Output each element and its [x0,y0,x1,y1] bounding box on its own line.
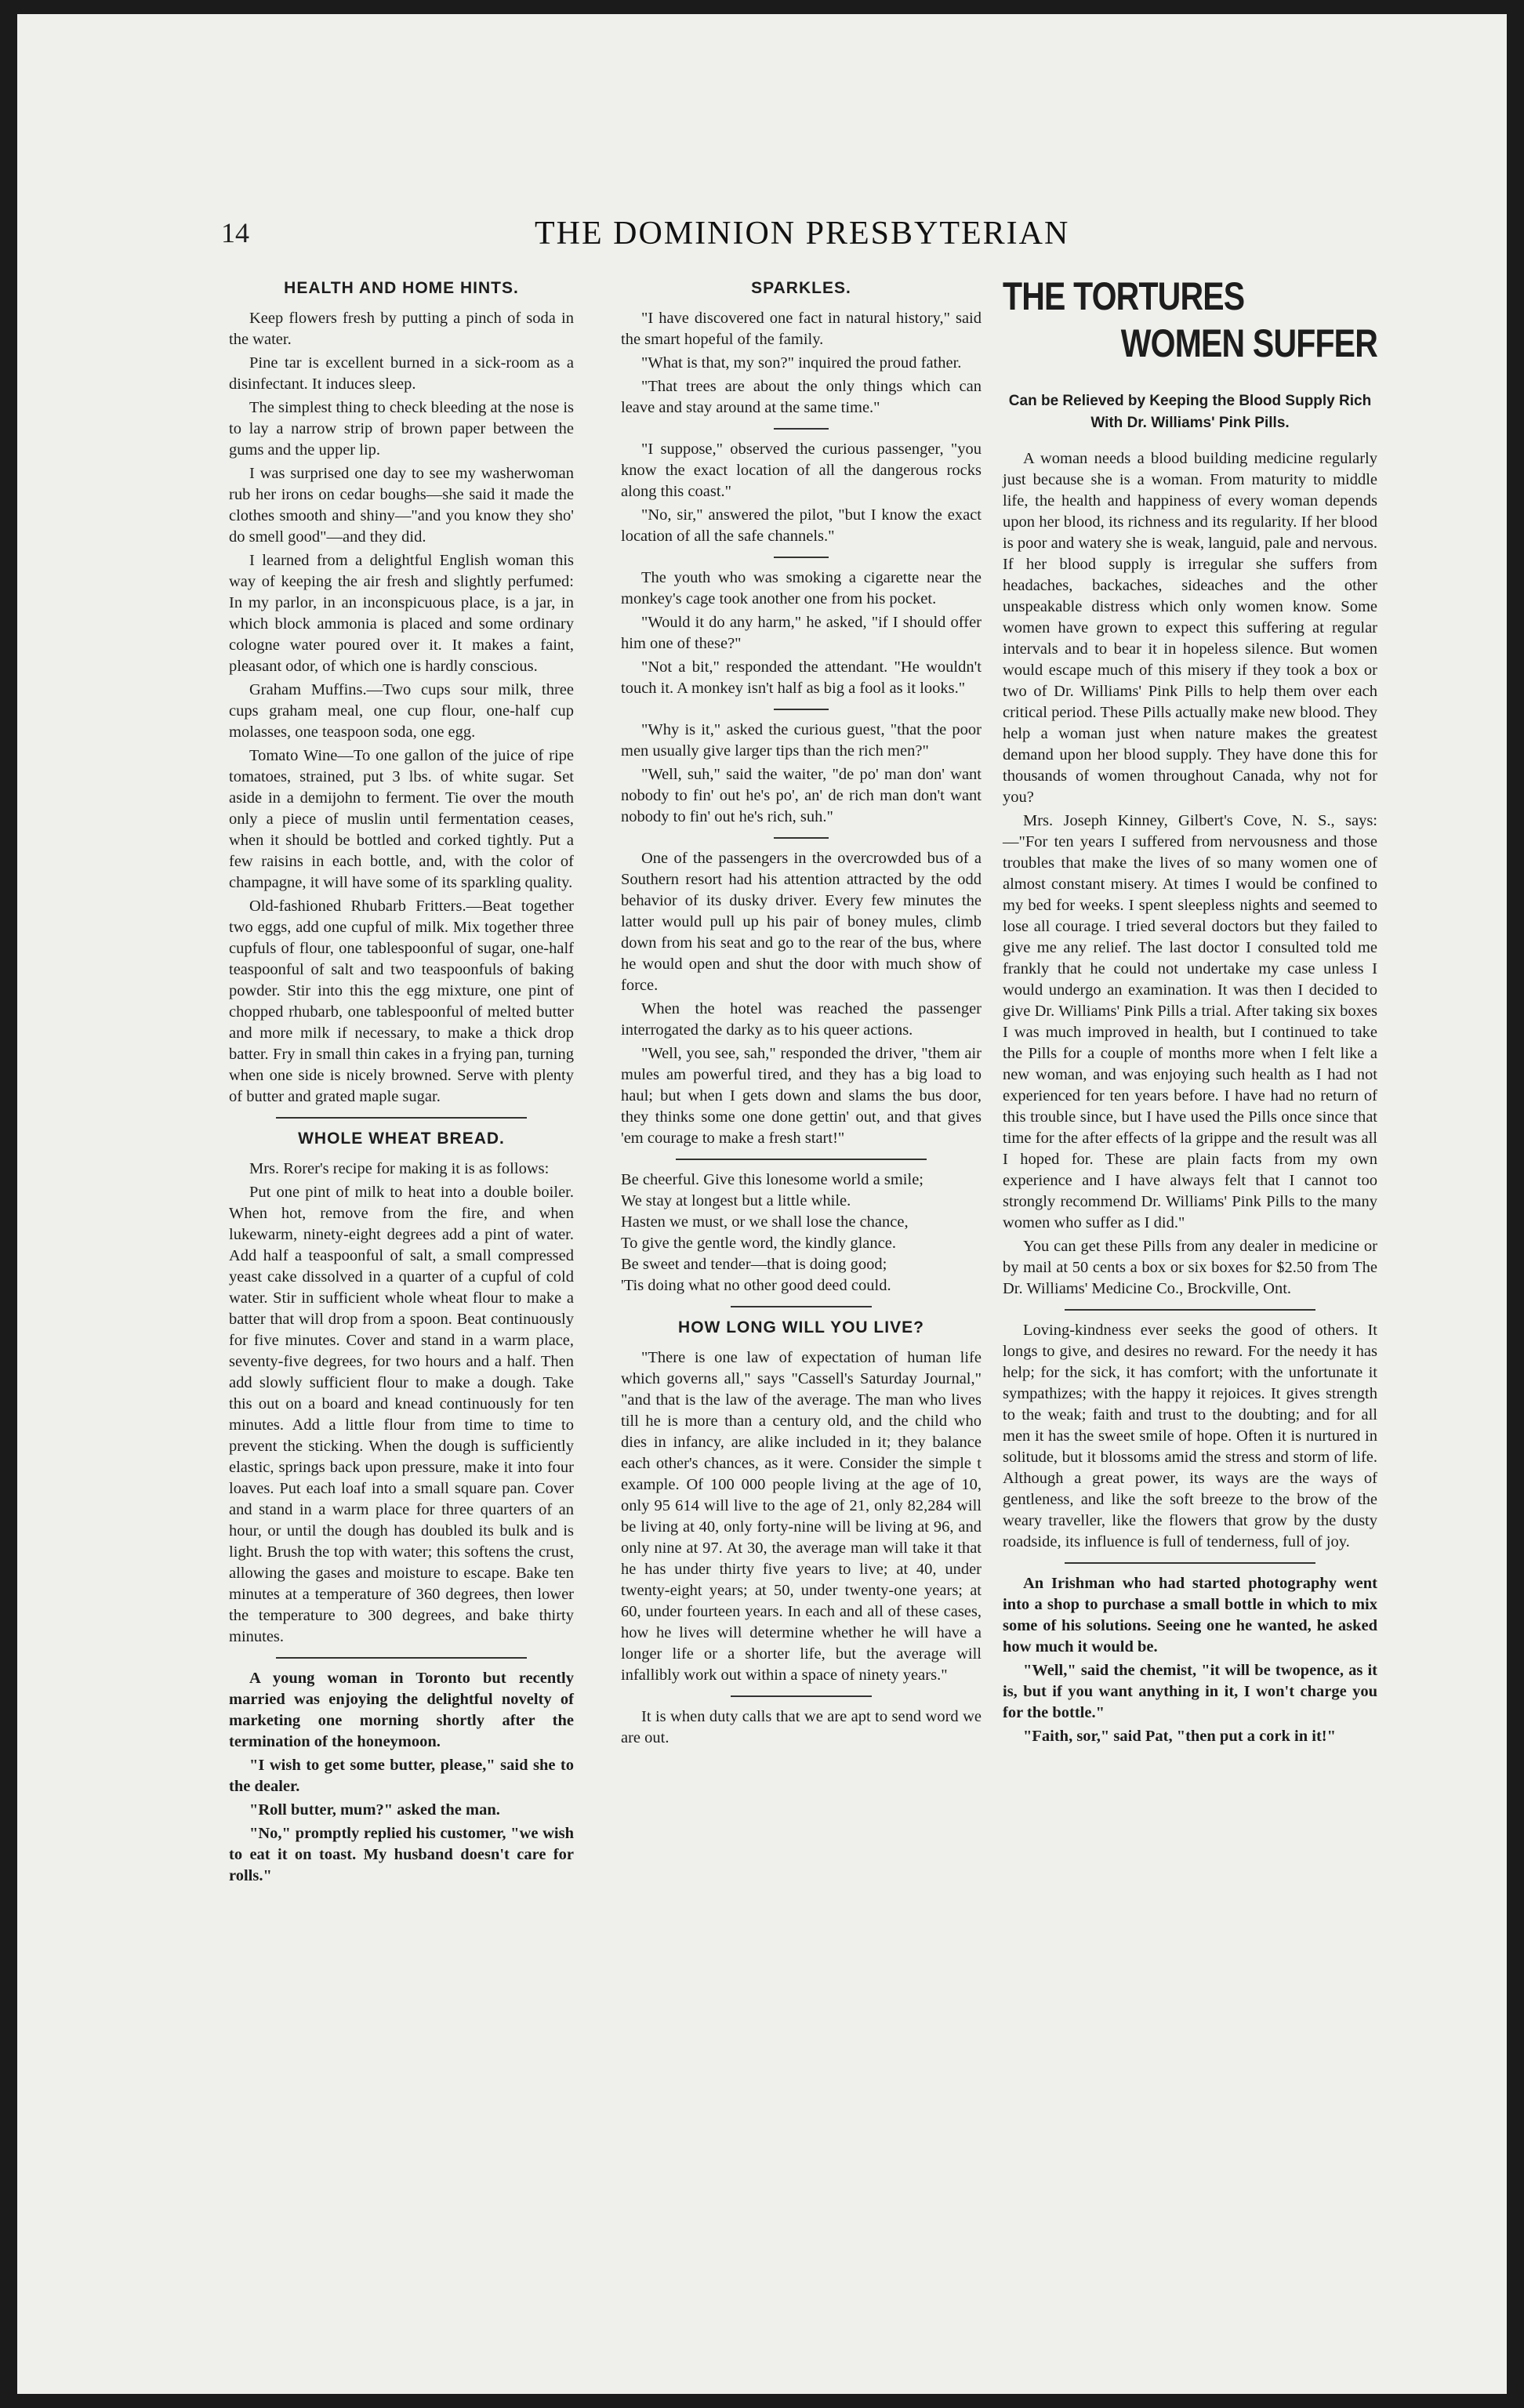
heading-how-long-will-you-live: HOW LONG WILL YOU LIVE? [678,1318,924,1336]
paragraph: "There is one law of expectation of human life which governs all," says "Cassell's Saturday Journal," "and that is the law of the average. The man who lives till he is more than a century old, and the child who dies in infancy, are alike included in it; they balance each other's chances, as it were. Consider the simple t example. Of 100 000 people living at the age of 10, only 95 614 will live to the age of 21, only 82,284 will be living at 40, only forty-nine will be living at 96, and only nine at 97. At 30, the average man will take it that he has under thirty five years to live; at 40, under twenty-eight years; at 50, under twenty-one years; at 60, under fourteen years. In each and all of these cases, how he lives will determine whether he will have a longer life or a shorter life, but the average will infallibly work out within a space of ninety years." [621,1349,982,1684]
divider [676,1159,927,1160]
paragraph: "What is that, my son?" inquired the proud father. [641,354,962,372]
paragraph: You can get these Pills from any dealer in medicine or by mail at 50 cents a box or six boxes for $2.50 from The Dr. Williams' Medicine Co., Brockville, Ont. [1003,1238,1377,1297]
paragraph: An Irishman who had started photography went into a shop to purchase a small bottle in which to mix some of his solutions. Seeing one he wanted, he asked how much it would be. [1003,1575,1377,1656]
masthead-title: THE DOMINION PRESBYTERIAN [535,216,1070,252]
paragraph: "I have discovered one fact in natural history," said the smart hopeful of the family. [621,310,982,348]
paragraph: "Roll butter, mum?" asked the man. [249,1801,500,1819]
column-left [229,273,574,1889]
newspaper-page [17,14,1507,2394]
paragraph: Tomato Wine—To one gallon of the juice of ripe tomatoes, strained, put 3 lbs. of white sugar. Set aside in a demijohn to ferment. Tie over the mouth only a piece of muslin until fermentation ceases, when it should be bottled and corked tightly. Put a few raisins in each bottle, and, with the color of champagne, it will have some of its sparkling quality. [229,747,574,891]
paragraph: The simplest thing to check bleeding at the nose is to lay a narrow strip of brown paper between the gums and the upper lip. [229,399,574,459]
paragraph: The youth who was smoking a cigarette near the monkey's cage took another one from his pocket. [621,569,982,607]
paragraph: "No," promptly replied his customer, "we wish to eat it on toast. My husband doesn't care for rolls." [229,1825,574,1884]
poem-line: To give the gentle word, the kindly glance. [621,1235,896,1252]
divider [774,428,829,430]
paragraph: "Would it do any harm," he asked, "if I should offer him one of these?" [621,614,982,652]
paragraph: A woman needs a blood building medicine regularly just because she is a woman. From maturity to middle life, the health and happiness of every woman depends upon her blood, its richness and its regularity. If her blood is poor and watery she is weak, languid, pale and nervous. If her blood supply is irregular she suffers from headaches, backaches, sideaches and the other unspeakable distress which only women know. Some women have grown to expect this suffering at regular intervals and to bear it in hopeless silence. But women would escape much of this misery if they took a box or two of Dr. Williams' Pink Pills to help them over each critical period. These Pills actually make new blood. They help a woman just when nature makes the greatest demand upon her blood supply. They have done this for thousands of women throughout Canada, why not for you? [1003,450,1377,806]
irishman-anecdote [1003,1573,1377,1747]
divider [731,1695,872,1697]
paragraph: Graham Muffins.—Two cups sour milk, three cups graham meal, one cup flour, one-half cup molasses, one teaspoon soda, one egg. [229,681,574,741]
divider [774,709,829,710]
divider [774,837,829,839]
heading-whole-wheat-bread: WHOLE WHEAT BREAD. [298,1130,505,1148]
paragraph: "Faith, sor," said Pat, "then put a cork in it!" [1023,1728,1336,1745]
paragraph: "Well," said the chemist, "it will be twopence, as it is, but if you want anything in it, I won't charge you for the bottle." [1003,1662,1377,1721]
paragraph: Loving-kindness ever seeks the good of others. It longs to give, and desires no reward. For the needy it has help; for the sick, it has comfort; with the unfortunate it sympathizes; with the happy it rejoices. It gives strength to the weak; faith and trust to the doubting; and for all men it has the sweet smile of hope. Often it is nurtured in solitude, but it blossoms amid the stress and storm of life. Although a great power, its ways are the ways of gentleness, and like the soft breeze to the brow of the weary traveller, like the flowers that grow by the dusty roadside, its influence is full of tenderness, full of joy. [1003,1322,1377,1550]
column-right [1003,273,1377,1750]
paragraph: It is when duty calls that we are apt to send word we are out. [621,1708,982,1746]
poem [621,1170,982,1296]
ad-headline-line1: THE TORTURES [1003,274,1245,318]
paragraph: A young woman in Toronto but recently married was enjoying the delightful novelty of marketing one morning shortly after the termination of the honeymoon. [229,1670,574,1750]
paragraph: I learned from a delightful English woman this way of keeping the air fresh and slightly perfumed: In my parlor, in an inconspicuous place, is a jar, in which block ammonia is placed and some ordinary cologne water poured over it. It makes a faint, pleasant odor, of which one is hardly conscious. [229,552,574,675]
ad-headline-line2: WOMEN SUFFER [1120,321,1377,365]
paragraph: "That trees are about the only things which can leave and stay around at the same time." [621,378,982,416]
paragraph: "Well, you see, sah," responded the driver, "them air mules am powerful tired, and they has a big load to haul; but when I gets down and slams the bus door, they thinks some one done gettin' out, and that gives 'em courage to make a fresh start!" [621,1045,982,1147]
paragraph: One of the passengers in the overcrowded bus of a Southern resort had his attention attracted by the odd behavior of its dusky driver. Every few minutes the latter would pull up his pair of boney mules, climb down from his seat and go to the rear of the bus, where he would open and shut the door with much show of force. [621,850,982,994]
paragraph: "I suppose," observed the curious passenger, "you know the exact location of all the dangerous rocks along this coast." [621,441,982,500]
paragraph: Mrs. Joseph Kinney, Gilbert's Cove, N. S., says:—"For ten years I suffered from nervousness and those troubles that make the lives of so many women one of almost constant misery. At times I would be confined to my bed for weeks. I spent sleepless nights and seemed to lose all courage. I tried several doctors but they failed to give me any relief. The last doctor I consulted told me frankly that he could not undertake my case unless I would undergo an examination. It was then I decided to give Dr. Williams' Pink Pills a trial. After taking six boxes I was much improved in health, but I continued to take the Pills for a couple of months more when I felt like a new woman, and was enjoying such health as I had not experienced for ten years before. I have had no return of this trouble since, but I have used the Pills once since that time for the after effects of la grippe and the result was all I hoped for. These are plain facts from my own experience and I have always felt that I cannot too strongly recommend Dr. Williams' Pink Pills to the many women who suffer as I did." [1003,812,1377,1231]
divider [1065,1562,1315,1564]
page-number: 14 [221,217,249,248]
paragraph: Pine tar is excellent burned in a sick-room as a disinfectant. It induces sleep. [229,354,574,393]
paragraph: I was surprised one day to see my washerwoman rub her irons on cedar boughs—she said it made the clothes smooth and shiny—"and you know they sho' do smell good"—and they did. [229,465,574,546]
poem-line: Be cheerful. Give this lonesome world a smile; [621,1171,923,1188]
column-middle [621,273,982,1751]
paragraph: Put one pint of milk to heat into a double boiler. When hot, remove from the fire, and when lukewarm, ninety-eight degrees add a pint of water. Add half a teaspoonful of salt, a small compressed yeast cake dissolved in a quarter of a cupful of cold water. Stir in sufficient whole wheat flour to make a batter that will drop from a spoon. Beat continuously for five minutes. Cover and stand in a warm place, seventy-five degrees, for two hours and a half. Then add slowly sufficient flour to make a dough. Take this out on a board and knead continuously for ten minutes. Add a little flour from time to time to prevent the sticking. When the dough is sufficiently elastic, springs back upon pressure, make it into four loaves. Put each loaf into a small square pan. Cover and stand in a warm place for three quarters of an hour, or until the dough has doubled its bulk and is light. Brush the top with water; this softens the crust, allowing the gases and moisture to escape. Bake ten minutes at a temperature of 360 degrees, then lower the temperature to 300 degrees, and bake thirty minutes. [229,1184,574,1645]
poem-line: We stay at longest but a little while. [621,1192,851,1209]
paragraph: "Not a bit," responded the attendant. "He wouldn't touch it. A monkey isn't half as big a fool as it looks." [621,658,982,697]
paragraph: When the hotel was reached the passenger interrogated the darky as to his queer actions. [621,1000,982,1039]
poem-line: Hasten we must, or we shall lose the chance, [621,1213,909,1231]
paragraph: "Well, suh," said the waiter, "de po' man don' want nobody to fin' out he's po', an' de rich man don't want nobody to fin' out he's rich, suh." [621,766,982,825]
paragraph: Mrs. Rorer's recipe for making it is as follows: [249,1160,550,1177]
poem-line: Be sweet and tender—that is doing good; [621,1256,887,1273]
paragraph: "I wish to get some butter, please," said she to the dealer. [229,1757,574,1795]
divider [1065,1309,1315,1311]
paragraph: "Why is it," asked the curious guest, "that the poor men usually give larger tips than the rich men?" [621,721,982,760]
poem-line: 'Tis doing what no other good deed could. [621,1277,891,1294]
toronto-anecdote [229,1668,574,1887]
paragraph: Old-fashioned Rhubarb Fritters.—Beat together two eggs, add one cupful of milk. Mix together three cupfuls of flour, one tablespoonful of sugar, one-half teaspoonful of salt and two teaspoonfuls of baking powder. Stir into this the egg mixture, one pint of chopped rhubarb, one tablespoonful of melted butter and more milk if necessary, to make a thick drop batter. Fry in small thin cakes in a frying pan, turning when one side is nicely browned. Serve with plenty of butter and grated maple sugar. [229,898,574,1105]
divider [774,557,829,558]
heading-health-hints: HEALTH AND HOME HINTS. [284,279,519,297]
divider [276,1117,527,1119]
divider [276,1657,527,1659]
page-header [221,216,1381,271]
heading-sparkles: SPARKLES. [751,279,851,297]
paragraph: Keep flowers fresh by putting a pinch of soda in the water. [229,310,574,348]
ad-subheadline: Can be Relieved by Keeping the Blood Supply Rich With Dr. Williams' Pink Pills. [1008,393,1372,431]
divider [731,1306,872,1307]
paragraph: "No, sir," answered the pilot, "but I know the exact location of all the safe channels." [621,506,982,545]
